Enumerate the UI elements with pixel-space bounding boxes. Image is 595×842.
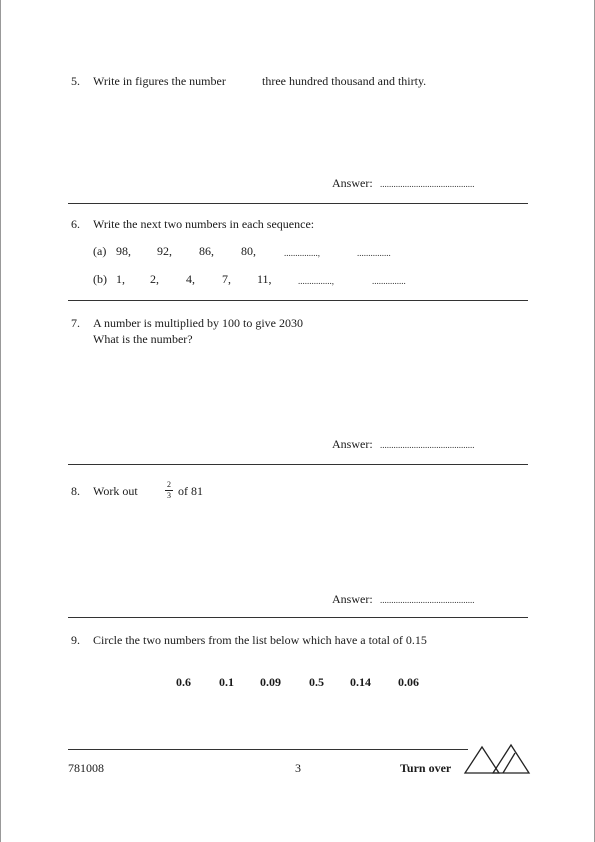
q7-answer-label: Answer: [332, 437, 373, 451]
footer-page-number: 3 [295, 761, 301, 775]
q8-fraction-denominator: 3 [167, 491, 171, 500]
q8-fraction [165, 481, 173, 500]
q8-fraction-numerator: 2 [167, 480, 171, 489]
q6-text: Write the next two numbers in each sequence: [93, 217, 315, 231]
q5-number: 5. [71, 74, 80, 88]
footer-rule [68, 749, 468, 750]
q8-text: Work out [93, 484, 138, 498]
q7-line2: What is the number? [93, 332, 193, 346]
q5-phrase: three hundred thousand and thirty. [262, 74, 427, 88]
q6a-label: (a) [93, 244, 107, 258]
q9-option[interactable]: 0.06 [398, 675, 419, 689]
q5-divider [68, 203, 528, 204]
q6a-blank-1[interactable]: ..............., [284, 248, 320, 258]
q7-line1: A number is multiplied by 100 to give 2030 [93, 316, 303, 330]
q6a-value: 80, [241, 244, 256, 258]
footer-turn-over: Turn over [400, 761, 452, 775]
q6b-value: 4, [186, 272, 195, 286]
q6b-value: 2, [150, 272, 159, 286]
q6b-label: (b) [93, 272, 107, 286]
q6-divider [68, 300, 528, 301]
q9-option[interactable]: 0.09 [260, 675, 281, 689]
q8-answer-line[interactable]: .......................................... [380, 595, 475, 605]
q7-divider [68, 464, 528, 465]
q5-text: Write in figures the number [93, 74, 226, 88]
q9-text: Circle the two numbers from the list below which have a total of 0.15 [93, 633, 427, 647]
scan-edge-left [0, 0, 1, 842]
q6a-value: 86, [199, 244, 214, 258]
q7-number: 7. [71, 316, 80, 330]
turn-over-arrows-icon [463, 741, 531, 775]
q8-answer-label: Answer: [332, 592, 373, 606]
q9-number: 9. [71, 633, 80, 647]
q6b-value: 11, [257, 272, 272, 286]
q6b-blank-2[interactable]: ............... [372, 276, 406, 286]
q9-option[interactable]: 0.14 [350, 675, 371, 689]
q6a-value: 92, [157, 244, 172, 258]
q9-option[interactable]: 0.5 [309, 675, 324, 689]
q6a-blank-2[interactable]: ............... [357, 248, 391, 258]
q8-divider [68, 617, 528, 618]
footer-code: 781008 [68, 761, 104, 775]
q6b-value: 7, [222, 272, 231, 286]
q6b-blank-1[interactable]: ..............., [298, 276, 334, 286]
q9-option[interactable]: 0.6 [176, 675, 191, 689]
q8-number: 8. [71, 484, 80, 498]
q9-option[interactable]: 0.1 [219, 675, 234, 689]
q6b-value: 1, [116, 272, 125, 286]
q6-number: 6. [71, 217, 80, 231]
q6a-value: 98, [116, 244, 131, 258]
q5-answer-line[interactable]: .......................................... [380, 179, 475, 189]
q8-tail: of 81 [178, 484, 203, 498]
q5-answer-label: Answer: [332, 176, 373, 190]
q7-answer-line[interactable]: .......................................... [380, 440, 475, 450]
